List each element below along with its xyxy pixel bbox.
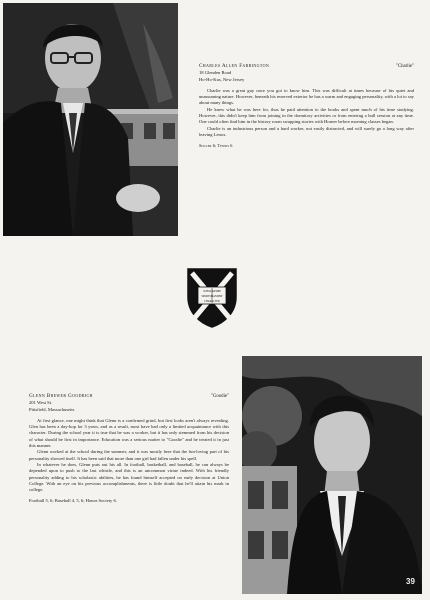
- bio-charles-farrington: [199, 63, 414, 150]
- student-nickname: "Goodie": [210, 394, 229, 399]
- address-line-1: 18 Glenden Road: [199, 70, 232, 76]
- address-line-2: Pittsfield, Massachusetts: [29, 406, 75, 412]
- activities: Soccer 6; Tennis 6: [199, 143, 233, 149]
- bio-paragraph: Charlie was a great guy once you got to know him. This was difficult at times because of his quiet and unassuming nature. However, beneath his reserved exterior he has a warm and engaging personality, with a lot to say about many things.: [199, 87, 414, 106]
- address-line-2: Ho-Ho-Kus, New Jersey: [199, 76, 245, 82]
- bio-paragraph: Glenn worked at the school during the summer, and it was mostly here that the fun-loving part of his personality showed itself. It has been said that more than one girl had fallen under his spell.: [29, 449, 229, 461]
- crest-motto-3: CHARACTER: [204, 300, 220, 303]
- student-nickname: "Charlie": [395, 64, 414, 69]
- crest-motto-1: SCHOLARSHIP: [203, 290, 221, 293]
- portrait-charles-farrington: [3, 3, 178, 236]
- bio-paragraph: At first glance, one might think that Glenn is a confirmed grind, but first looks aren't always revealing. Glen has been a day-hop for 3 years, and as a result, most have had only a limited acquaintance with this character. During the school year it is true that he was a worker, but it has only stemmed from his decision of what should be first in importance. Education was a serious matter to "Goodie" and he treated it in just this manner.: [29, 417, 229, 449]
- school-crest: [186, 267, 238, 329]
- crest-motto-2: SPORTSMANSHIP: [201, 295, 223, 298]
- name-row: [199, 63, 414, 70]
- portrait-glenn-goodrich: [242, 356, 422, 594]
- name-row: [29, 393, 229, 400]
- bio-paragraph: In whatever he does, Glenn puts out his all. In football, basketball, and baseball, he can always be depended upon to push to the last whistle, and this is an uncommon virtue indeed. With his friendly personality adding to his scholastic abilities, he has found himself accepted on early decision at Union College. With an eye on his previous accomplishments, there is little doubt that he'll attain his mark in college.: [29, 461, 229, 493]
- bio-glenn-goodrich: [29, 393, 229, 505]
- student-name: Charles Allen Farrington: [199, 63, 270, 69]
- bio-paragraph: Charlie is an industrious person and a hard worker, not easily distracted, and will surely go a long way after leaving Lenox.: [199, 125, 414, 137]
- bio-paragraph: He knew what he was here for, thus he paid attention to the books and spent much of his time studying. However, this didn't keep him from joining in the dormitory activities or from entering a bull session at any time. One could often find him in the history room swapping stories with Horner before morning classes began.: [199, 106, 414, 125]
- page-number: 39: [406, 577, 415, 586]
- student-name: Glenn Brewer Goodrich: [29, 393, 93, 399]
- address-line-1: 201 West St.: [29, 400, 53, 406]
- activities: Football 5, 6; Baseball 4, 5, 6; Honor Society 6.: [29, 498, 117, 504]
